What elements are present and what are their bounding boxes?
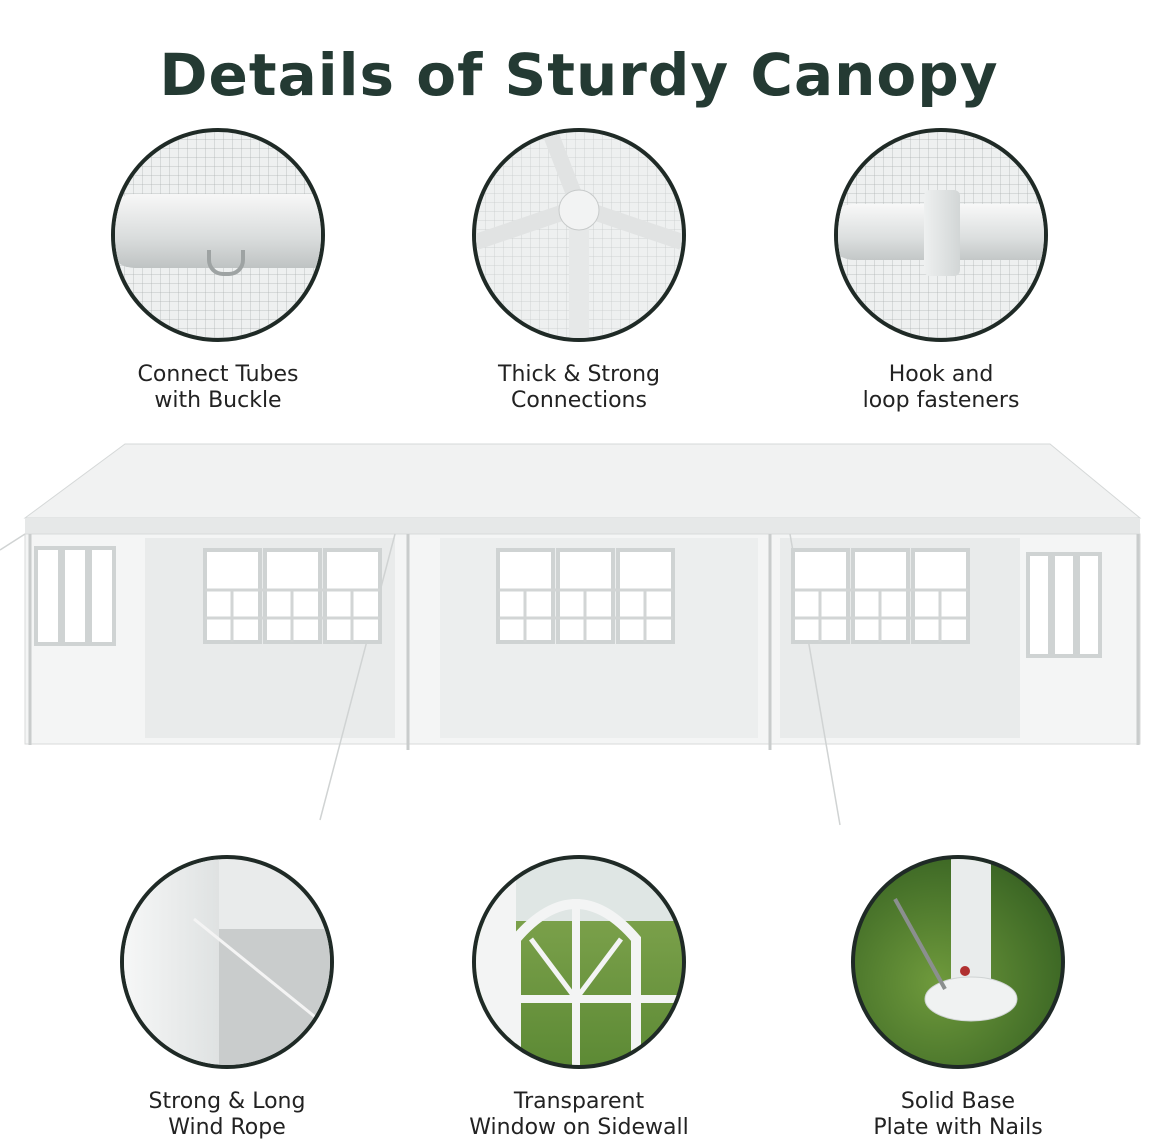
wind-rope-caption <box>107 1089 347 1141</box>
caption-line-2: loop fasteners <box>862 388 1020 413</box>
connect-tubes-caption <box>98 362 338 414</box>
page-title: Details of Sturdy Canopy <box>159 40 999 109</box>
hook-loop-caption <box>821 362 1061 414</box>
detail-solid-base <box>838 855 1078 1141</box>
thick-strong-photo <box>472 128 686 342</box>
thick-strong-caption <box>459 362 699 414</box>
caption-line-2: Wind Rope <box>168 1115 286 1140</box>
detail-hook-loop <box>821 128 1061 414</box>
detail-thick-strong <box>459 128 699 414</box>
caption-line-1: Solid Base <box>900 1089 1016 1114</box>
caption-line-1: Transparent <box>513 1089 645 1114</box>
transparent-window-caption <box>459 1089 699 1141</box>
caption-line-2: Plate with Nails <box>873 1115 1043 1140</box>
caption-line-2: with Buckle <box>154 388 282 413</box>
detail-connect-tubes <box>98 128 338 414</box>
caption-line-1: Connect Tubes <box>137 362 299 387</box>
detail-transparent-window <box>459 855 699 1141</box>
strap-icon <box>924 190 960 276</box>
wind-rope-photo <box>120 855 334 1069</box>
caption-line-2: Window on Sidewall <box>469 1115 689 1140</box>
caption-line-2: Connections <box>511 388 647 413</box>
detail-wind-rope <box>107 855 347 1141</box>
transparent-window-photo <box>472 855 686 1069</box>
caption-line-1: Hook and <box>888 362 994 387</box>
connect-tubes-photo <box>111 128 325 342</box>
hook-loop-photo <box>834 128 1048 342</box>
canopy-tent-illustration <box>0 440 1158 840</box>
solid-base-photo <box>851 855 1065 1069</box>
buckle-icon <box>207 250 245 276</box>
caption-line-1: Thick & Strong <box>498 362 660 387</box>
solid-base-caption <box>838 1089 1078 1141</box>
caption-line-1: Strong & Long <box>148 1089 306 1114</box>
